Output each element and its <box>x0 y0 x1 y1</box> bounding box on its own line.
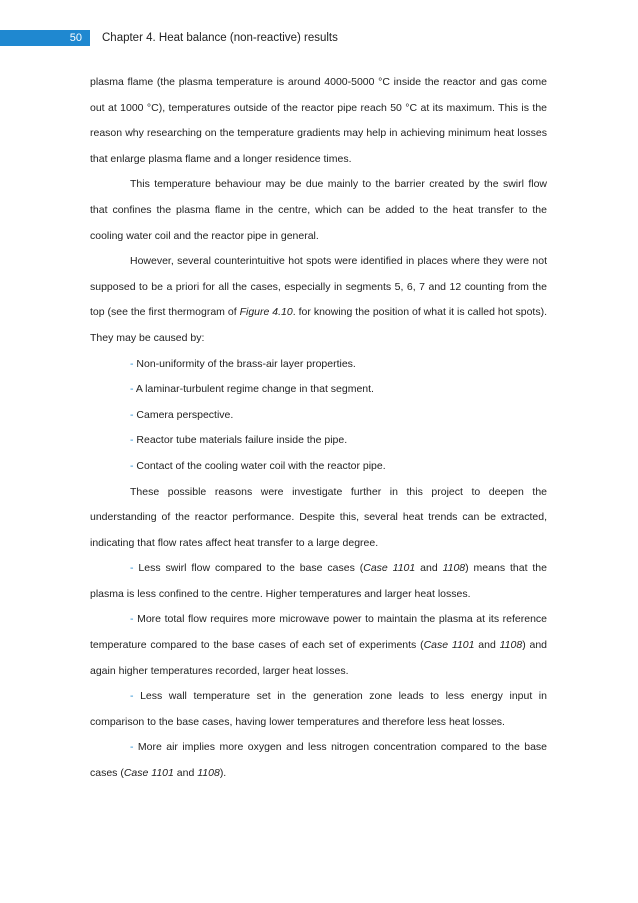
paragraph-5-text-a: Less swirl flow compared to the base cases ( <box>138 562 364 575</box>
paragraph-3-text-a: However, several counterintuitive hot spots were identified in places where they were not supposed to be a priori for all the cases, especially in segments 5, 6, 7 and 12 counting from the top (see the first thermogram of <box>90 255 547 319</box>
list-item <box>90 352 547 378</box>
body-text <box>90 70 547 787</box>
dash-marker: - <box>130 741 134 754</box>
case-reference: 1108 <box>499 639 523 652</box>
dash-marker: - <box>130 459 134 472</box>
case-reference: Case 1101 <box>123 767 174 780</box>
paragraph-5 <box>90 556 547 607</box>
dash-marker: - <box>130 562 134 575</box>
chapter-title: Chapter 4. Heat balance (non-reactive) results <box>102 32 338 44</box>
paragraph-5-text-b: ) means that the plasma is less confined to the centre. Higher temperatures and larger heat losses. <box>90 562 547 600</box>
list-item <box>90 403 547 429</box>
conjunction: and <box>415 562 443 575</box>
paragraph-8-text-a: More air implies more oxygen and less nitrogen concentration compared to the base cases ( <box>90 741 547 780</box>
paragraph-1: plasma flame (the plasma temperature is around 4000-5000 °C inside the reactor and gas come out at 1000 °C), temperatures outside of the reactor pipe reach 50 °C at its maximum. This is the reason why researching on the temperature gradients may help in achieving minimum heat losses that enlarge plasma flame and a longer residence times. <box>90 76 547 165</box>
conjunction: and <box>173 767 198 780</box>
paragraph-6-text-b: ) and again higher temperatures recorded, larger heat losses. <box>90 639 548 677</box>
paragraph-8 <box>90 735 547 786</box>
paragraph-7 <box>90 684 547 735</box>
dash-marker: - <box>130 408 134 421</box>
paragraph-8-text-b: ). <box>219 767 227 780</box>
dash-marker: - <box>130 613 134 626</box>
figure-reference: Figure 4.10 <box>239 306 293 319</box>
paragraph-6 <box>90 607 547 684</box>
page-number: 50 <box>0 30 90 46</box>
list-item-text: Camera perspective. <box>136 408 234 421</box>
dash-marker: - <box>130 383 134 396</box>
case-reference: Case 1101 <box>423 639 475 652</box>
paragraph-2: This temperature behaviour may be due mainly to the barrier created by the swirl flow that confines the plasma flame in the centre, which can be added to the heat transfer to the cooling water coil and the reactor pipe in general. <box>90 178 547 242</box>
case-reference: 1108 <box>197 767 220 780</box>
conjunction: and <box>474 639 500 652</box>
case-reference: Case 1101 <box>363 562 416 575</box>
list-item-text: A laminar-turbulent regime change in that segment. <box>135 383 374 396</box>
list-item-text: Non-uniformity of the brass-air layer properties. <box>136 357 356 370</box>
dash-marker: - <box>130 357 134 370</box>
page-header <box>0 30 638 46</box>
list-item <box>90 377 547 403</box>
list-item-text: Reactor tube materials failure inside the pipe. <box>136 434 348 447</box>
paragraph-7-text: Less wall temperature set in the generation zone leads to less energy input in comparison to the base cases, having lower temperatures and therefore less heat losses. <box>90 690 547 728</box>
dash-marker: - <box>130 434 134 447</box>
case-reference: 1108 <box>442 562 466 575</box>
list-item <box>90 454 547 480</box>
paragraph-3 <box>90 249 547 351</box>
list-item <box>90 428 547 454</box>
paragraph-3-text-b: . for knowing the position of what it is called hot spots). They may be caused by: <box>90 306 547 344</box>
paragraph-4: These possible reasons were investigate further in this project to deepen the understanding of the reactor performance. Despite this, several heat trends can be extracted, indicating that flow rates affect heat transfer to a large degree. <box>90 485 547 549</box>
paragraph-6-text-a: More total flow requires more microwave power to maintain the plasma at its reference temperature compared to the base cases of each set of experiments ( <box>90 613 547 652</box>
dash-marker: - <box>130 690 134 703</box>
list-item-text: Contact of the cooling water coil with the reactor pipe. <box>136 459 386 472</box>
